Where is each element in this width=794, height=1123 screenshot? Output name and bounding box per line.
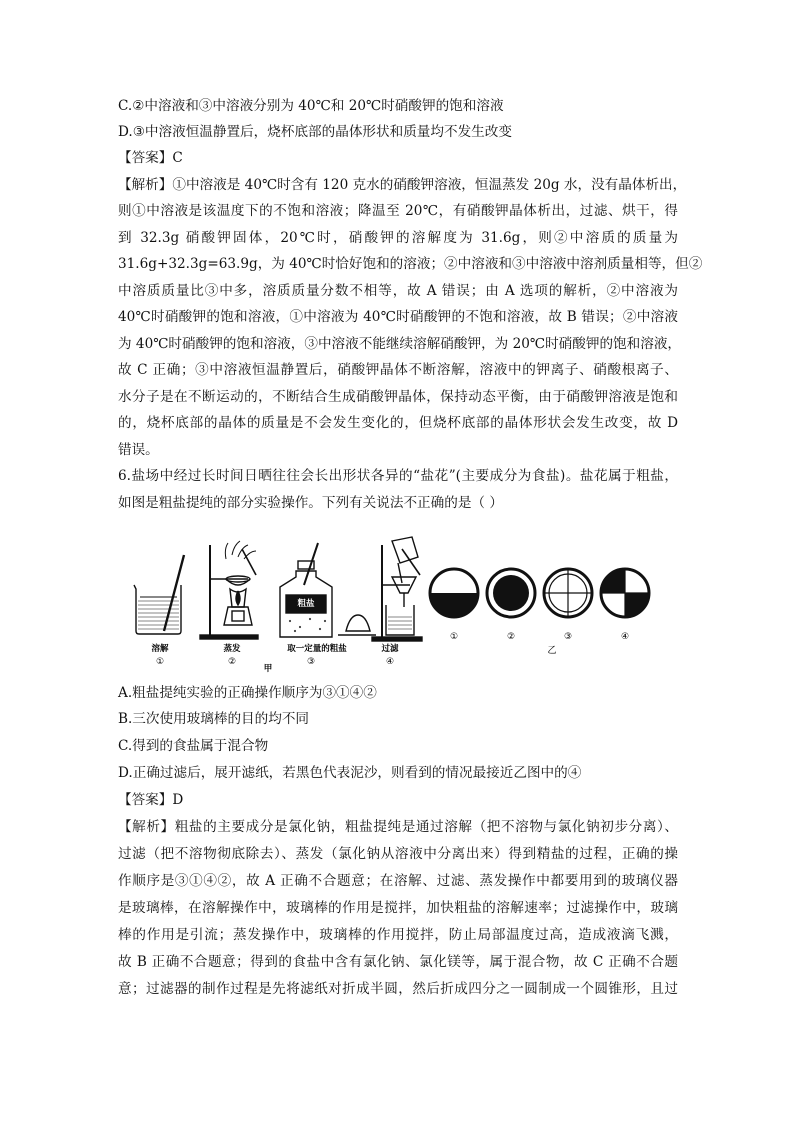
bottle-label: 粗盐 (297, 599, 315, 609)
caption-number: ③ (306, 657, 316, 667)
option-b: B.三次使用玻璃棒的目的均不同 (118, 711, 310, 727)
filter-paper-4 (601, 569, 649, 617)
analysis-line: 的，烧杯底部的晶体的质量是不会发生变化的，但烧杯底部的晶体形状会发生改变，故 D (118, 415, 678, 431)
circle-number: ① (449, 632, 459, 642)
question-6-stem: 如图是粗盐提纯的部分实验操作。下列有关说法不正确的是（ ） (118, 495, 503, 511)
answer: 【答案】D (118, 792, 184, 808)
filter-paper-3 (544, 569, 592, 617)
analysis-line: 是玻璃棒，在溶解操作中，玻璃棒的作用是搅拌，加快粗盐的溶解速率；过滤操作中，玻璃 (118, 900, 678, 916)
salt-bottle (280, 543, 376, 637)
analysis-line: 意；过滤器的制作过程是先将滤纸对折成半圆，然后折成四分之一圆制成一个圆锥形，且过 (118, 981, 678, 997)
option-d: D.正确过滤后，展开滤纸，若黑色代表泥沙，则看到的情况最接近乙图中的④ (118, 765, 582, 781)
circle-number: ③ (563, 632, 573, 642)
option-c: C.得到的食盐属于混合物 (118, 738, 269, 754)
option-d-prev: D.③中溶液恒温静置后，烧杯底部的晶体形状和质量均不发生改变 (118, 124, 512, 140)
analysis-line: 则①中溶液是该温度下的不饱和溶液；降温至 20℃，有硝酸钾晶体析出，过滤、烘干，得 (118, 203, 678, 219)
evaporation-setup (200, 541, 258, 639)
option-a: A.粗盐提纯实验的正确操作顺序为③①④② (118, 685, 377, 701)
analysis-line: 【解析】①中溶液是 40℃时含有 120 克水的硝酸钾溶液，恒温蒸发 20g 水，没有晶体析出， (118, 177, 687, 193)
analysis-line: 过滤（把不溶物彻底除去）、蒸发（氯化钠从溶液中分离出来）得到精盐的过程，正确的操 (118, 846, 678, 862)
analysis-line: 水分子是在不断运动的，不断结合生成硝酸钾晶体，保持动态平衡，由于硝酸钾溶液是饱和 (118, 389, 678, 405)
filter-paper-1 (430, 569, 478, 617)
analysis-line: 【解析】粗盐的主要成分是氯化钠，粗盐提纯是通过溶解（把不溶物与氯化钠初步分离）、 (118, 819, 678, 835)
analysis-line: 40℃时硝酸钾的饱和溶液，①中溶液为 40℃时硝酸钾的不饱和溶液，故 B 错误；②中溶液 (118, 309, 678, 325)
caption-number: ① (155, 657, 165, 667)
question-6-stem: 6.盐场中经过长时间日晒往往会长出形状各异的“盐花”(主要成分为食盐)。盐花属于粗盐， (118, 468, 678, 484)
caption-take-salt: 取一定量的粗盐 (287, 644, 347, 654)
beaker-dissolve (134, 555, 184, 634)
circle-number: ② (506, 632, 516, 642)
analysis-line: 棒的作用是引流；蒸发操作中，玻璃棒的作用搅拌，防止局部温度过高，造成液滴飞溅， (118, 927, 678, 943)
analysis-line: 到 32.3g 硝酸钾固体，20℃时，硝酸钾的溶解度为 31.6g，则②中溶质的质量为 (118, 230, 678, 246)
caption-dissolve: 溶解 (151, 644, 169, 654)
analysis-line: 中溶质质量比③中多，溶质质量分数不相等，故 A 错误；由 A 选项的解析，②中溶液为 (118, 283, 678, 299)
figure-label-yi: 乙 (547, 646, 557, 656)
filter-paper-2 (487, 569, 535, 617)
filtration-setup (372, 537, 422, 641)
caption-filter: 过滤 (381, 644, 399, 654)
answer-prev: 【答案】C (118, 150, 183, 166)
analysis-line: 为 40℃时硝酸钾的饱和溶液，③中溶液不能继续溶解硝酸钾，为 20℃时硝酸钾的饱和溶液， (118, 336, 682, 352)
caption-evaporate: 蒸发 (223, 644, 241, 654)
circle-number: ④ (620, 632, 630, 642)
figure-label-jia: 甲 (263, 664, 273, 674)
analysis-line: 错误。 (118, 442, 159, 458)
analysis-line: 作顺序是③①④②，故 A 正确不合题意；在溶解、过滤、蒸发操作中都要用到的玻璃仪器 (118, 873, 678, 889)
analysis-line: 31.6g+32.3g=63.9g，为 40℃时恰好饱和的溶液；②中溶液和③中溶液中溶剂质量相等，但② (118, 256, 703, 272)
caption-number: ② (227, 657, 237, 667)
option-c-prev: C.②中溶液和③中溶液分别为 40℃和 20℃时硝酸钾的饱和溶液 (118, 98, 504, 114)
analysis-line: 故 B 正确不合题意；得到的食盐中含有氯化钠、氯化镁等，属于混合物，故 C 正确不合题 (118, 954, 678, 970)
analysis-line: 故 C 正确；③中溶液恒温静置后，硝酸钾晶体不断溶解，溶液中的钾离子、硝酸根离子、 (118, 362, 678, 378)
experiment-figure (120, 535, 680, 675)
caption-number: ④ (385, 657, 395, 667)
